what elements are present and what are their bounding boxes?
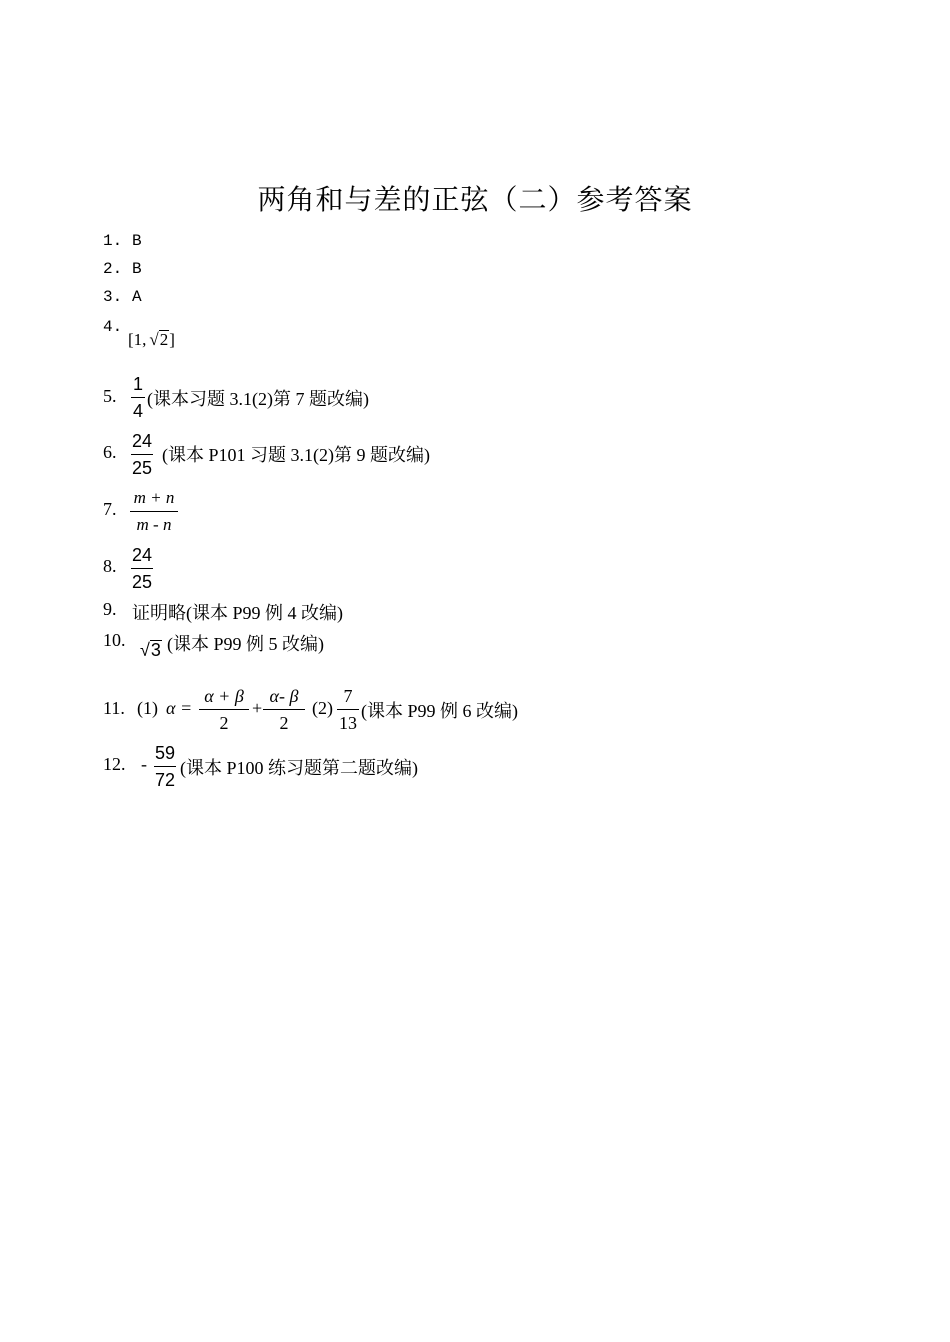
item-number: 2. [103,260,123,278]
fraction-numerator: 59 [154,743,176,763]
fraction-numerator: 24 [131,431,153,451]
plus-sign: + [252,698,263,718]
radicand: 3 [150,640,161,660]
fraction [130,488,178,535]
fraction-denominator: 25 [131,458,153,478]
fraction [337,686,359,733]
answer-text: B [132,232,142,250]
fraction-denominator: 13 [339,713,357,733]
minus-sign: - [141,754,147,774]
item-number: 11. [103,698,125,718]
fraction-alpha-minus-beta [263,686,305,733]
fraction-bar [337,709,359,710]
fraction [131,545,153,592]
item-number: 10. [103,630,126,650]
fraction-denominator: 4 [132,401,143,421]
answer-text: A [132,288,142,306]
interval-right: ] [169,330,175,349]
item-number: 3. [103,288,123,306]
fraction-denominator: 2 [219,713,229,733]
fraction-denominator: m - n [136,515,172,534]
fraction-numerator: α- β [269,686,299,706]
fraction-numerator: α + β [204,686,244,706]
fraction-bar [131,454,153,455]
item-number: 8. [103,556,117,576]
radicand: 2 [159,330,169,349]
fraction-bar [199,709,249,710]
fraction-denominator: 2 [279,713,289,733]
item-number: 7. [103,499,117,519]
fraction-denominator: 25 [131,572,153,592]
interval-left: [1, [128,330,147,349]
source-note: (课本 P100 练习题第二题改编) [180,758,418,778]
source-note: (课本习题 3.1(2)第 7 题改编) [147,389,369,409]
part-2-label: (2) [312,698,333,718]
answer-text: B [132,260,142,278]
item-number: 9. [103,599,117,619]
sqrt-expression: √3 [140,640,161,660]
item-number: 1. [103,232,123,250]
fraction-bar [154,766,176,767]
fraction-bar [131,568,153,569]
item-number: 5. [103,386,117,406]
fraction [154,743,176,790]
fraction-bar [131,397,145,398]
fraction-alpha-plus-beta [199,686,249,733]
part-1-label: (1) [137,698,158,718]
interval-expression: [1, √2] [128,330,175,349]
fraction-numerator: 1 [132,374,143,394]
fraction-numerator: m + n [133,488,175,507]
fraction-denominator: 72 [154,770,176,790]
fraction-bar [130,511,178,512]
item-number: 6. [103,442,117,462]
answer-text: 证明略(课本 P99 例 4 改编) [132,603,343,623]
item-number: 12. [103,754,126,774]
source-note: (课本 P99 例 5 改编) [167,634,324,654]
fraction [131,374,145,421]
page-title: 两角和与差的正弦（二）参考答案 [257,183,693,216]
alpha-equals: α = [166,698,193,718]
item-number: 4. [103,318,123,336]
fraction-bar [263,709,305,710]
fraction-numerator: 24 [131,545,153,565]
source-note: (课本 P101 习题 3.1(2)第 9 题改编) [162,445,430,465]
fraction [131,431,153,478]
fraction-numerator: 7 [343,686,353,706]
source-note: (课本 P99 例 6 改编) [361,701,518,721]
